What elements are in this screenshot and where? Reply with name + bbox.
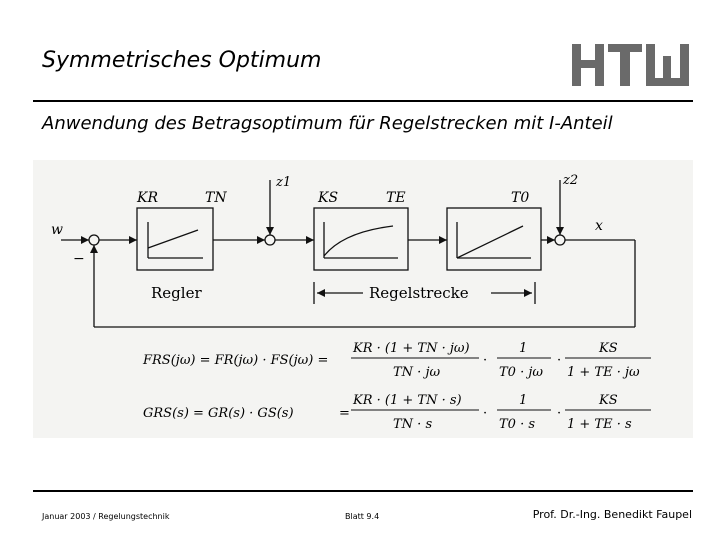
footer-divider [33, 490, 693, 492]
equation-2-dot-2: · [557, 406, 562, 421]
equation-2-lhs: GRS(s) = GR(s) · GS(s) [143, 406, 294, 421]
disturbance-z1-label: z1 [276, 175, 292, 190]
summing-junction-3 [555, 235, 565, 245]
footer-author: Prof. Dr.-Ing. Benedikt Faupel [532, 508, 692, 521]
equation-2-equals: = [339, 406, 350, 421]
equation-1-dot-2: · [557, 353, 562, 368]
block3-param-t0: T0 [511, 190, 530, 206]
block-strecke-2 [447, 208, 541, 270]
summing-junction-1 [89, 235, 99, 245]
regelstrecke-label: Regelstrecke [369, 284, 469, 302]
footer-date-course: Januar 2003 / Regelungstechnik [42, 512, 170, 521]
block2-param-te: TE [386, 190, 406, 206]
equation-1-frac1-num: KR · (1 + TN · jω) [353, 341, 470, 356]
equation-1-lhs: FRS(jω) = FR(jω) · FS(jω) = [143, 353, 329, 368]
summing-junction-2 [265, 235, 275, 245]
slide-title: Symmetrisches Optimum [42, 48, 322, 73]
block-strecke-1 [314, 208, 408, 270]
input-label-w: w [51, 222, 63, 238]
block1-param-kr: KR [137, 190, 158, 206]
equation-1-frac1-den: TN · jω [393, 365, 441, 380]
block2-param-ks: KS [318, 190, 339, 206]
slide-subtitle: Anwendung des Betragsoptimum für Regelstrecken mit I-Anteil [42, 113, 613, 134]
equation-2-frac2-den: T0 · s [499, 417, 536, 432]
equation-2-dot-1: · [483, 406, 488, 421]
equation-1-frac2-num: 1 [519, 341, 528, 356]
equation-1-frac2-den: T0 · jω [499, 365, 543, 380]
title-divider [33, 100, 693, 102]
equation-2-frac2-num: 1 [519, 393, 528, 408]
control-loop-diagram [33, 160, 693, 438]
equation-2-frac3-num: KS [599, 393, 618, 408]
htw-logo [570, 42, 692, 88]
disturbance-z2-label: z2 [563, 173, 579, 188]
feedback-minus-sign: − [73, 251, 85, 267]
equation-1-frac3-num: KS [599, 341, 618, 356]
equation-2-frac1-num: KR · (1 + TN · s) [353, 393, 462, 408]
equation-1-dot-1: · [483, 353, 488, 368]
equation-1-frac3-den: 1 + TE · jω [567, 365, 640, 380]
equation-2-frac1-den: TN · s [393, 417, 433, 432]
regler-label: Regler [151, 284, 202, 302]
output-label-x: x [595, 218, 603, 234]
equation-2-frac3-den: 1 + TE · s [567, 417, 632, 432]
block1-param-tn: TN [205, 190, 227, 206]
footer-page-number: Blatt 9.4 [345, 512, 380, 521]
